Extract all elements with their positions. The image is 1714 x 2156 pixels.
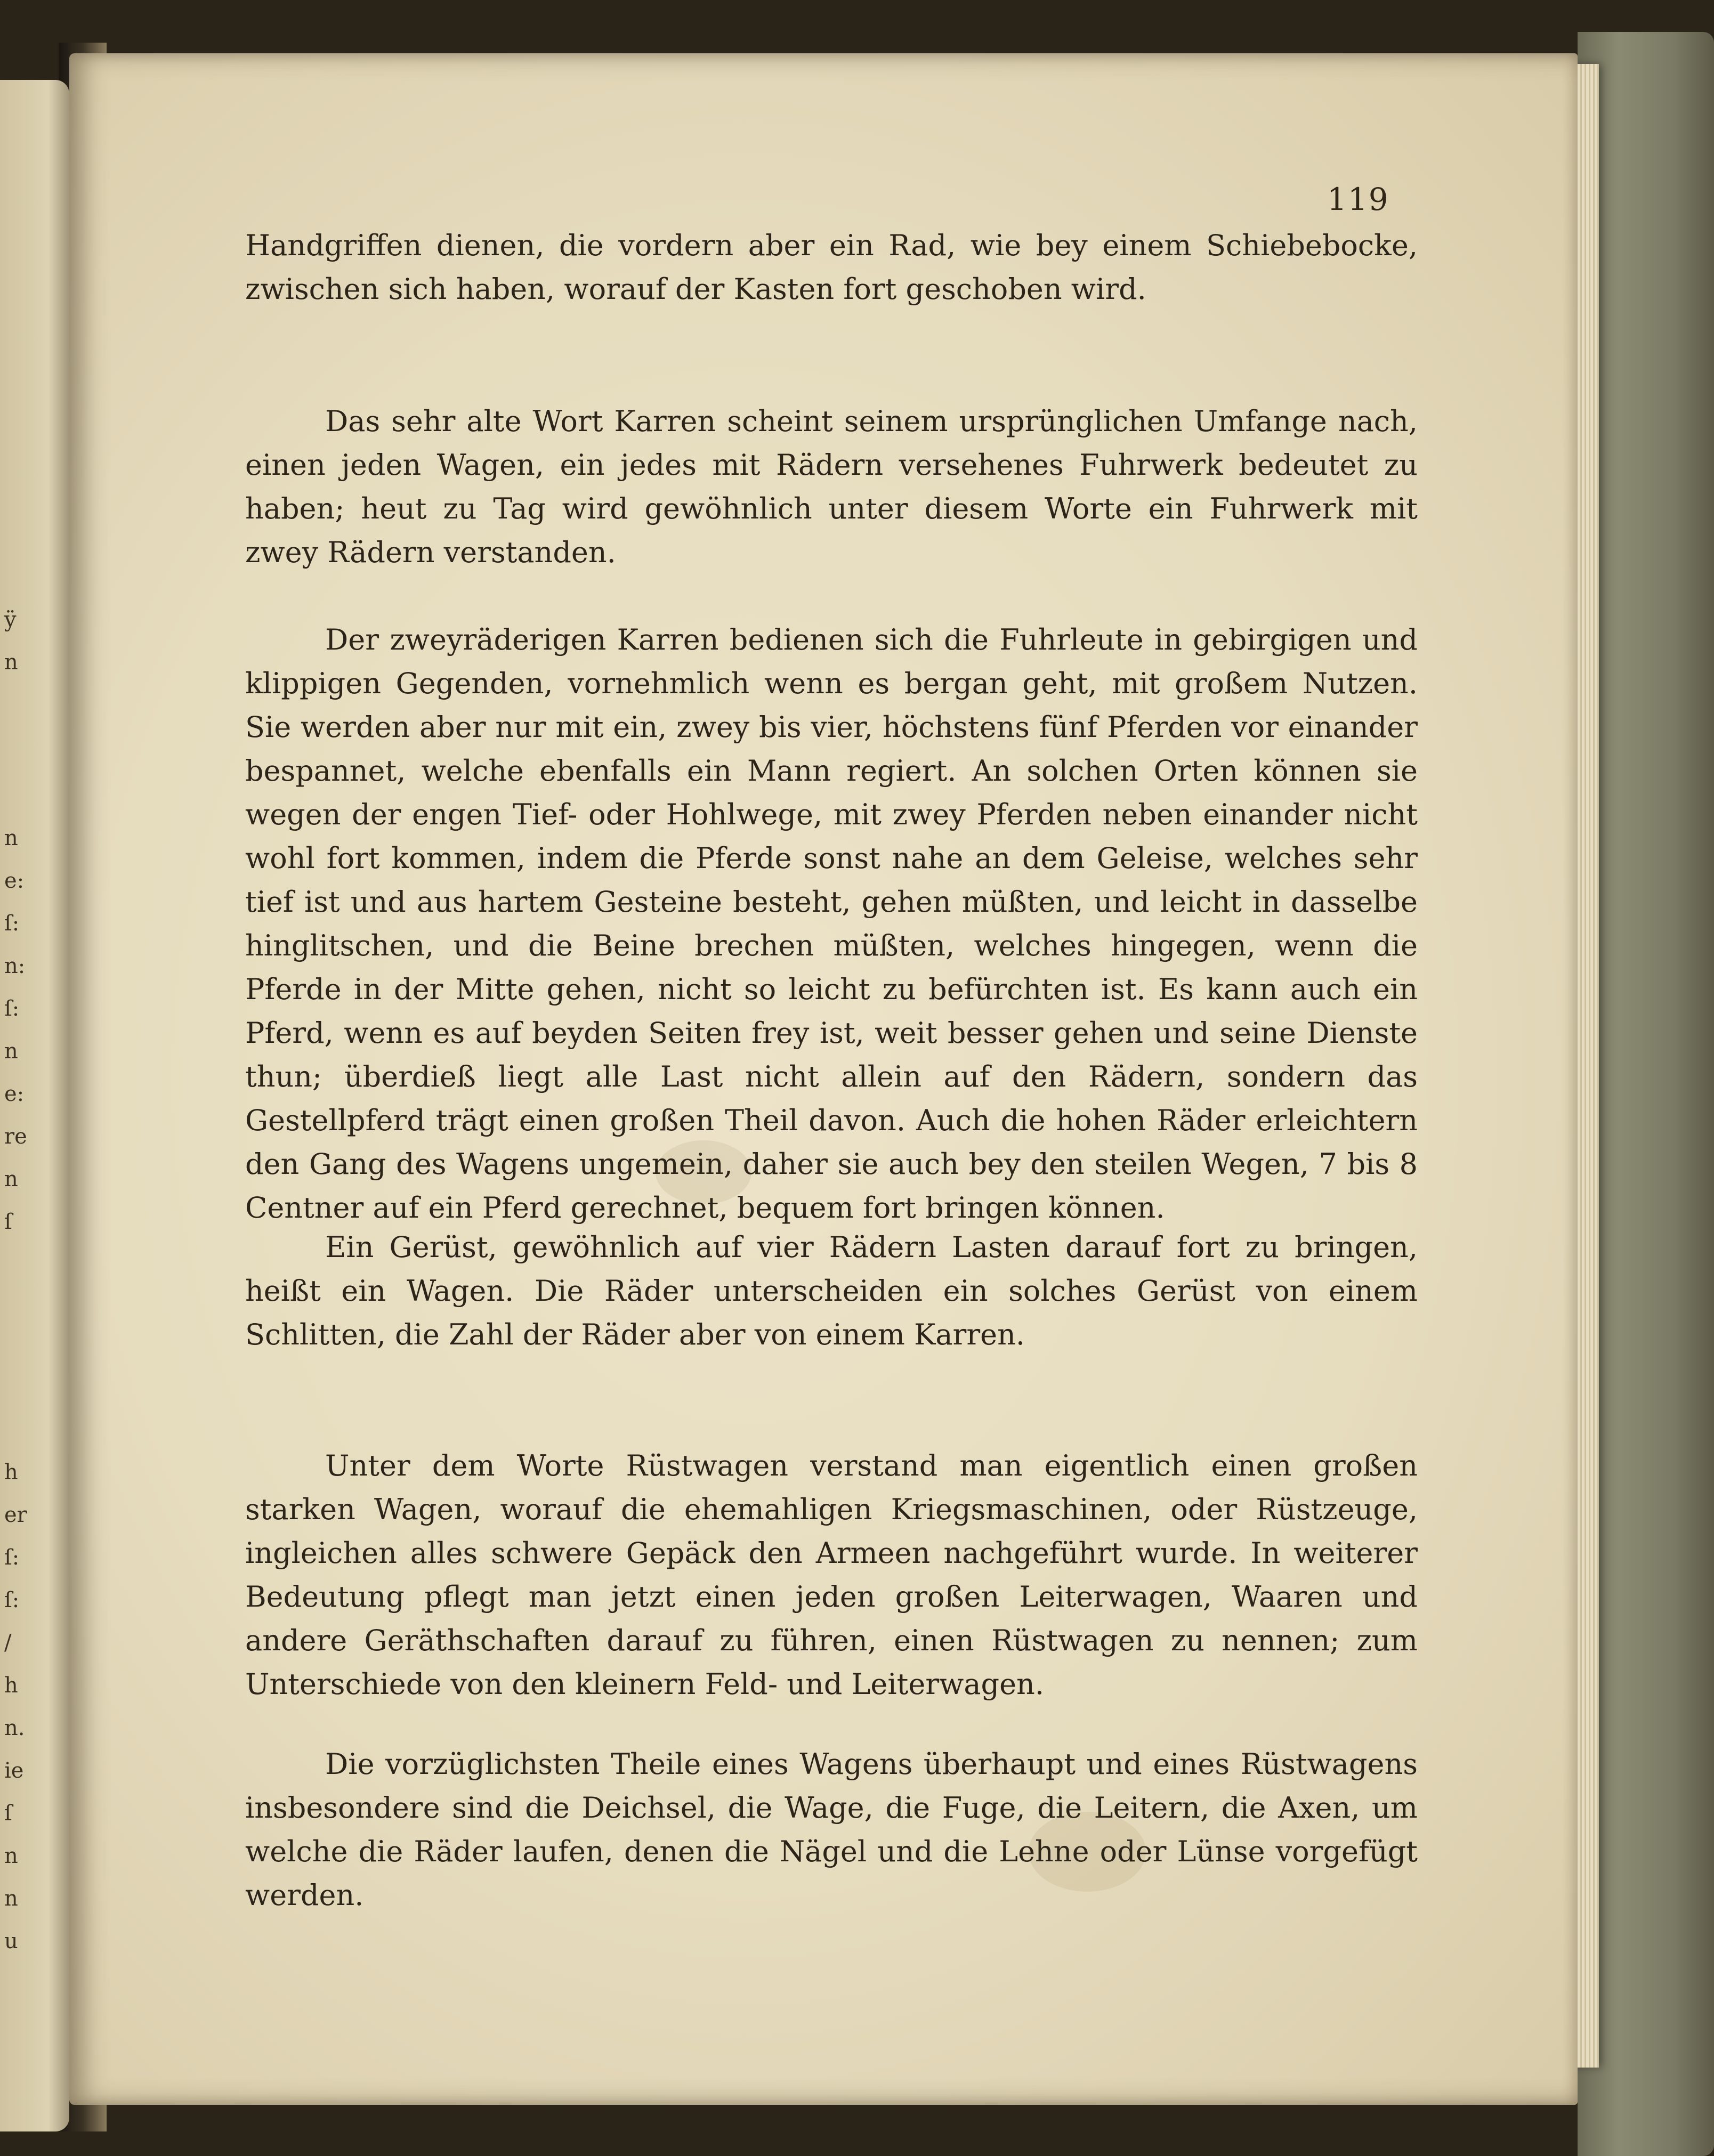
paragraph: Das sehr alte Wort Karren scheint seinem ursprünglichen Umfange nach, einen jeden Wagen, ein jedes mit Rädern versehenes Fuhrwerk bedeutet zu haben; heut zu Tag wird gewöhnlich unter diesem Worte ein Fuhrwerk mit zwey Rädern verstanden.: [245, 404, 1418, 569]
left-fragment: ie: [4, 1758, 24, 1783]
left-fragment: ſ: [4, 1801, 12, 1826]
paragraph: Die vorzüglichsten Theile eines Wagens überhaupt und eines Rüstwagens insbesondere sind die Deichsel, die Wage, die Fuge, die Leitern, die Axen, um welche die Räder laufen, denen die Nägel und die Lehne oder Lünse vorgefügt werden.: [245, 1747, 1418, 1912]
paragraph: Ein Gerüst, gewöhnlich auf vier Rädern Lasten darauf fort zu bringen, heißt ein Wagen. Die Räder unterscheiden ein solches Gerüst von einem Schlitten, die Zahl der Räder aber von einem Karren.: [245, 1230, 1418, 1351]
paragraph: Der zweyräderigen Karren bedienen sich die Fuhrleute in gebirgigen und klippigen Gegenden, vornehmlich wenn es bergan geht, mit großem Nutzen. Sie werden aber nur mit ein, zwey bis vier, höchstens fünf Pferden vor einander bespannet, welche ebenfalls ein Mann regiert. An solchen Orten können sie wegen der engen Tief- oder Hohlwege, mit zwey Pferden neben einander nicht wohl fort kommen, indem die Pferde sonst nahe an dem Geleise, welches sehr tief ist und aus hartem Gesteine besteht, gehen müßten, und leicht in dasselbe hinglitschen, und die Beine brechen müßten, welches hingegen, wenn die Pferde in der Mitte gehen, nicht so leicht zu befürchten ist. Es kann auch ein Pferd, wenn es auf beyden Seiten frey ist, weit besser gehen und seine Dienste thun; überdieß liegt alle Last nicht allein auf den Rädern, sondern das Gestellpferd trägt einen großen Theil davon. Auch die hohen Räder erleichtern den Gang des Wagens ungemein, daher sie auch bey den steilen Wegen, 7 bis 8 Centner auf ein Pferd gerechnet, bequem fort bringen können.: [245, 623, 1418, 1225]
left-fragment: re: [4, 1124, 27, 1149]
left-fragment: n: [4, 650, 18, 675]
paragraph: Unter dem Worte Rüstwagen verstand man eigentlich einen großen starken Wagen, worauf die ehemahligen Kriegsmaschinen, oder Rüstzeuge, ingleichen alles schwere Gepäck den Armeen nachgeführt wurde. In weiterer Bedeutung pflegt man jetzt einen jeden großen Leiterwagen, Waaren und andere Geräthschaften darauf zu führen, einen Rüstwagen zu nennen; zum Unterschiede von den kleinern Feld- und Leiterwagen.: [245, 1449, 1418, 1701]
left-fragment: e:: [4, 869, 25, 893]
left-fragment: n: [4, 1886, 18, 1911]
left-fragment: ſ:: [4, 1588, 20, 1612]
left-fragment: e:: [4, 1082, 25, 1106]
left-fragment: u: [4, 1929, 18, 1954]
left-fragment: er: [4, 1503, 27, 1527]
paragraph: Handgriffen dienen, die vordern aber ein Rad, wie bey einem Schiebebocke, zwischen sich haben, worauf der Kasten fort geschoben wird.: [245, 229, 1418, 306]
left-fragment: n:: [4, 954, 26, 978]
left-fragment: n: [4, 1844, 18, 1868]
left-fragment: h: [4, 1673, 18, 1698]
left-fragment: /: [4, 1631, 12, 1655]
left-fragment: n.: [4, 1716, 25, 1740]
page-number: 119: [1327, 181, 1389, 217]
left-fragment: ſ:: [4, 911, 20, 936]
left-fragment: ſ:: [4, 996, 20, 1021]
left-page-edge: [0, 80, 69, 2131]
left-fragment: h: [4, 1460, 18, 1485]
left-fragment: n: [4, 1167, 18, 1192]
left-fragment: ſ:: [4, 1545, 20, 1570]
left-fragment: ſ: [4, 1210, 12, 1234]
left-fragment: n: [4, 1039, 18, 1064]
book-page: [69, 53, 1578, 2105]
left-fragment: n: [4, 826, 18, 850]
left-fragment: ÿ: [4, 607, 17, 632]
